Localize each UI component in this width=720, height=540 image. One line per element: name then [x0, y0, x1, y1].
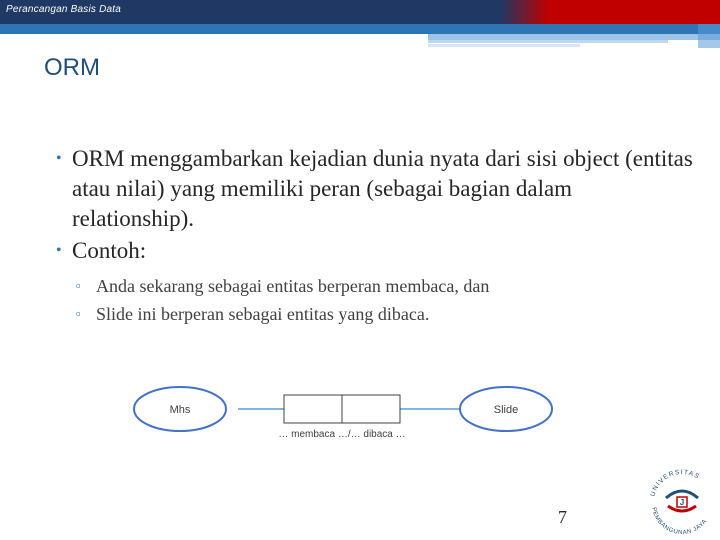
square-bullet-icon: ▫ — [76, 278, 81, 293]
role-box-membaca — [284, 395, 342, 423]
decorative-stripe — [428, 44, 580, 47]
entity-mhs-label: Mhs — [169, 404, 191, 416]
course-title: Perancangan Basis Data — [6, 4, 122, 15]
bullet-text: ORM menggambarkan kejadian dunia nyata dari sisi object (entitas atau nilai) yang memiliki peran (sebagai bagian dalam relationship). — [72, 146, 693, 231]
logo-text: PEMBANGUNAN JAYA — [650, 506, 709, 537]
header-accent — [500, 0, 720, 24]
bullet-text: Contoh: — [72, 238, 147, 263]
sub-bullet-text: Anda sekarang sebagai entitas berperan membaca, dan — [96, 276, 490, 296]
sub-bullet-item — [56, 272, 696, 300]
bullet-item — [56, 144, 696, 234]
header-stripe — [0, 24, 720, 34]
entity-slide-label: Slide — [493, 404, 519, 416]
slide-title: ORM — [44, 54, 100, 81]
square-bullet-icon: ▫ — [76, 306, 81, 321]
diagram-caption: … membaca …/… dibaca … — [278, 429, 406, 440]
university-logo — [644, 458, 720, 538]
bullet-item — [56, 236, 696, 266]
sub-bullet-item — [56, 300, 696, 328]
bullet-icon: • — [56, 150, 62, 167]
logo-emblem-icon: J — [679, 498, 685, 507]
sub-bullet-list — [56, 272, 696, 328]
decorative-edge — [698, 24, 720, 48]
decorative-stripe — [428, 40, 668, 43]
orm-diagram — [120, 382, 560, 446]
bullet-icon: • — [56, 242, 62, 259]
page-number: 7 — [558, 507, 567, 527]
bullet-list — [56, 144, 696, 328]
role-box-dibaca — [342, 395, 400, 423]
sub-bullet-text: Slide ini berperan sebagai entitas yang dibaca. — [96, 304, 430, 324]
logo-text: UNIVERSITAS — [649, 468, 702, 498]
